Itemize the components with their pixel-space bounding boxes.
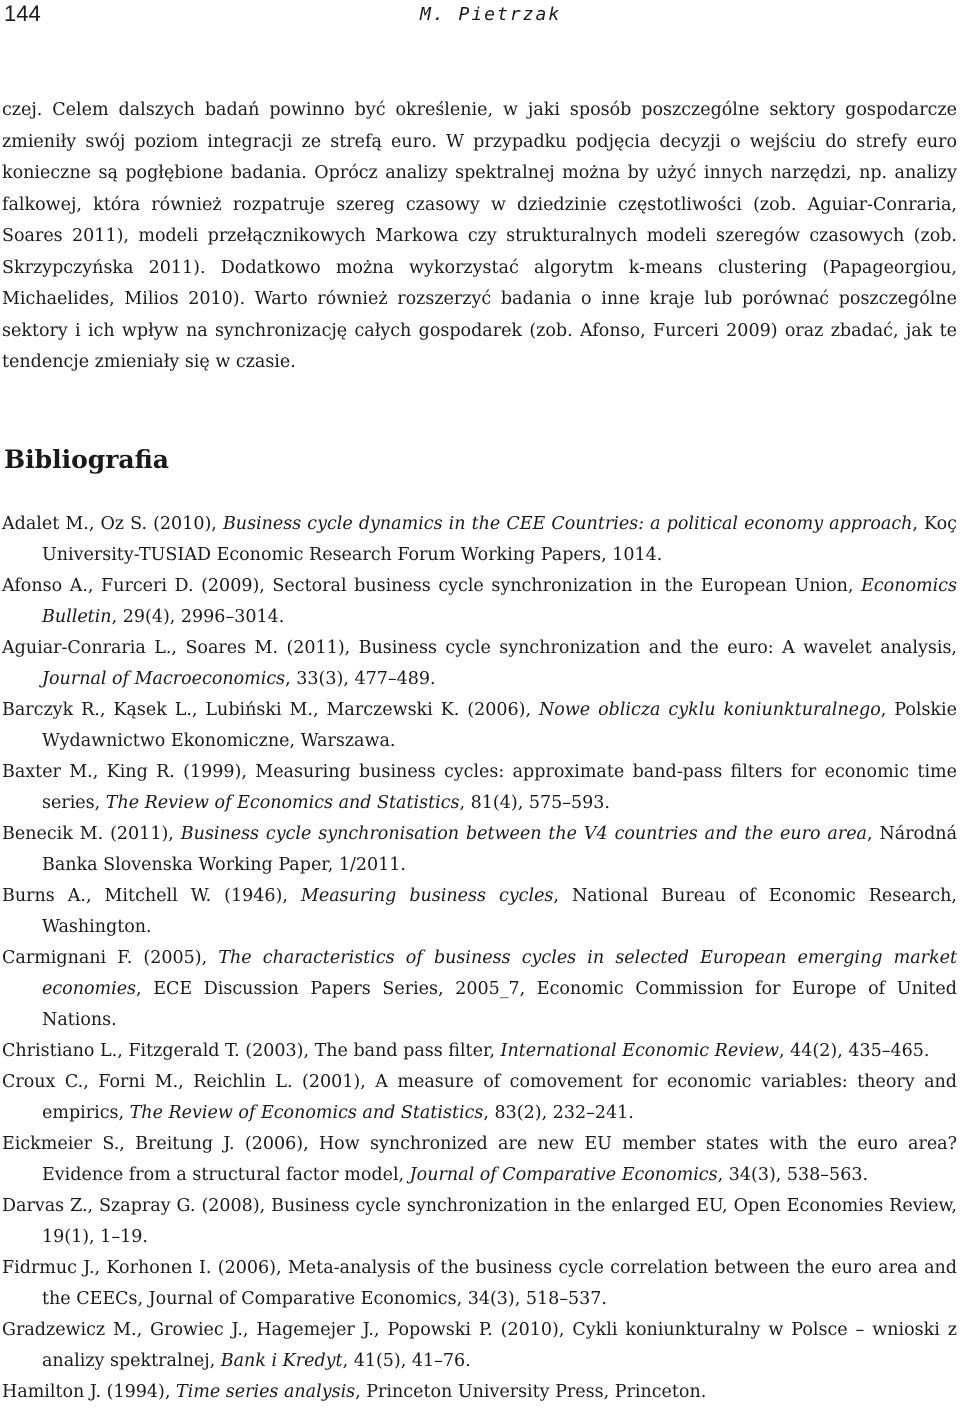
bibliography-entry: Afonso A., Furceri D. (2009), Sectoral business cycle synchronization in the European Union, Economics Bulletin, 29(4), 2996–3014.	[2, 576, 957, 627]
bibliography-entry: Barczyk R., Kąsek L., Lubiński M., Marczewski K. (2006), Nowe oblicza cyklu koniunkturalnego, Polskie Wydawnictwo Ekonomiczne, Warszawa.	[2, 700, 957, 751]
bibliography-heading: Bibliografia	[4, 445, 170, 474]
bibliography-entry: Christiano L., Fitzgerald T. (2003), The band pass filter, International Economic Review, 44(2), 435–465.	[2, 1041, 930, 1061]
bibliography-entry: Croux C., Forni M., Reichlin L. (2001), A measure of comovement for economic variables: theory and empirics, The Review of Economics and Statistics, 83(2), 232–241.	[2, 1072, 957, 1123]
bibliography-entry: Aguiar-Conraria L., Soares M. (2011), Business cycle synchronization and the euro: A wavelet analysis, Journal of Macroeconomics, 33(3), 477–489.	[2, 638, 957, 689]
bibliography-entry: Burns A., Mitchell W. (1946), Measuring business cycles, National Bureau of Economic Research, Washington.	[2, 886, 957, 937]
running-head: M. Pietrzak	[420, 4, 562, 25]
body-paragraph: czej. Celem dalszych badań powinno być określenie, w jaki sposób poszczególne sektory gospodarcze zmieniły swój poziom integracji ze strefą euro. W przypadku podjęcia decyzji o wejściu do strefy euro konieczne są pogłębione badania. Oprócz analizy spektralnej można by użyć innych narzędzi, np. analizy falkowej, która również rozpatruje szereg czasowy w dziedzinie częstotliwości (zob. Aguiar-Conraria, Soares 2011), modeli przełącznikowych Markowa czy strukturalnych modeli szeregów czasowych (zob. Skrzypczyńska 2011). Dodatkowo można wykorzystać algorytm k-means clustering (Papageorgiou, Michaelides, Milios 2010). Warto również rozszerzyć badania o inne kraje lub porównać poszczególne sektory i ich wpływ na synchronizację całych gospodarek (zob. Afonso, Furceri 2009) oraz zbadać, jak te tendencje zmieniały się w czasie.	[2, 100, 957, 372]
bibliography-list	[2, 509, 957, 1408]
bibliography-entry: Hamilton J. (1994), Time series analysis, Princeton University Press, Princeton.	[2, 1382, 707, 1402]
bibliography-entry: Adalet M., Oz S. (2010), Business cycle dynamics in the CEE Countries: a political economy approach, Koç University-TUSIAD Economic Research Forum Working Papers, 1014.	[2, 514, 957, 565]
page-number: 144	[4, 1, 41, 26]
bibliography-entry: Fidrmuc J., Korhonen I. (2006), Meta-analysis of the business cycle correlation between the euro area and the CEECs, Journal of Comparative Economics, 34(3), 518–537.	[2, 1258, 957, 1309]
bibliography-entry: Benecik M. (2011), Business cycle synchronisation between the V4 countries and the euro area, Národná Banka Slovenska Working Paper, 1/2011.	[2, 824, 957, 875]
bibliography-entry: Baxter M., King R. (1999), Measuring business cycles: approximate band-pass filters for economic time series, The Review of Economics and Statistics, 81(4), 575–593.	[2, 762, 957, 813]
bibliography-entry: Eickmeier S., Breitung J. (2006), How synchronized are new EU member states with the euro area? Evidence from a structural factor model, Journal of Comparative Economics, 34(3), 538–563.	[2, 1134, 957, 1185]
bibliography-entry: Gradzewicz M., Growiec J., Hagemejer J., Popowski P. (2010), Cykli koniunkturalny w Polsce – wnioski z analizy spektralnej, Bank i Kredyt, 41(5), 41–76.	[2, 1320, 957, 1371]
bibliography-entry: Darvas Z., Szapray G. (2008), Business cycle synchronization in the enlarged EU, Open Economies Review, 19(1), 1–19.	[2, 1196, 957, 1247]
page-header	[0, 0, 960, 30]
bibliography-entry: Carmignani F. (2005), The characteristics of business cycles in selected European emerging market economies, ECE Discussion Papers Series, 2005_7, Economic Commission for Europe of United Nations.	[2, 948, 957, 1030]
